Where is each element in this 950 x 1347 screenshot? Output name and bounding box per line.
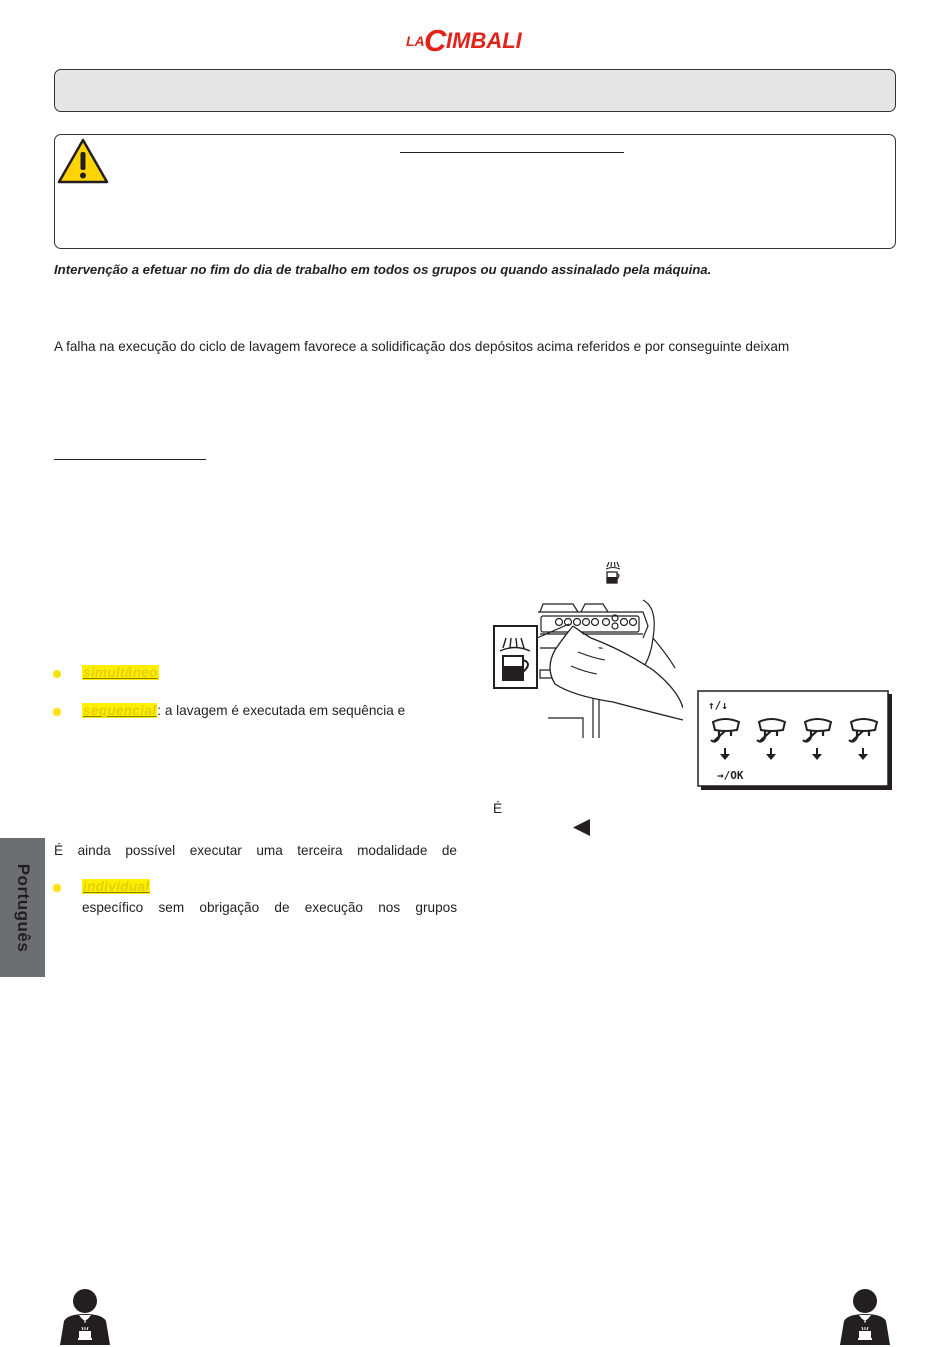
mode-text-sequential: : a lavagem é executada em sequência e: [157, 703, 406, 718]
svg-text:LA: LA: [406, 33, 425, 49]
display-ok-label: →/OK: [717, 769, 744, 782]
list-item-simultaneous: [82, 665, 159, 680]
warning-title-underline: [400, 152, 624, 153]
group-selection-display: [697, 690, 893, 791]
intro-italic-text: Intervenção a efetuar no fim do dia de trabalho em todos os grupos ou quando assinalado pela máquina.: [54, 262, 712, 277]
machine-keypad-illustration: [493, 598, 683, 738]
language-side-tab: [0, 838, 45, 977]
svg-text:IMBALI: IMBALI: [446, 28, 522, 53]
mode-keyword-sequential: sequencial: [83, 703, 157, 718]
list-item-individual: [82, 879, 150, 894]
display-arrows-label: ↑/↓: [708, 699, 728, 712]
warning-triangle-icon: [56, 137, 110, 185]
mode-keyword-individual: individual: [83, 879, 150, 894]
left-triangle-icon: [572, 818, 591, 837]
list-bullet: [53, 884, 61, 892]
barista-figure-icon: [52, 1287, 118, 1347]
list-bullet: [53, 708, 61, 716]
washing-cup-icon: [604, 561, 622, 585]
section-header-bar: [54, 69, 896, 112]
individual-continuation: específico sem obrigação de execução nos grupos: [82, 900, 457, 915]
list-item-sequential: [82, 703, 405, 718]
svg-text:C: C: [424, 23, 447, 56]
language-label: Português: [13, 863, 33, 952]
mode-keyword-simultaneous: simultâneo: [83, 665, 158, 680]
paragraph-wash-failure: A falha na execução do ciclo de lavagem favorece a solidificação dos depósitos acima referidos e por conseguinte deixam: [54, 339, 790, 354]
right-column-letter: É: [493, 801, 503, 816]
brand-logo: [404, 20, 549, 56]
barista-figure-icon: [832, 1287, 898, 1347]
list-bullet: [53, 670, 61, 678]
section-title-underline: [54, 459, 206, 460]
third-mode-line: É ainda possível executar uma terceira modalidade de: [54, 843, 457, 858]
